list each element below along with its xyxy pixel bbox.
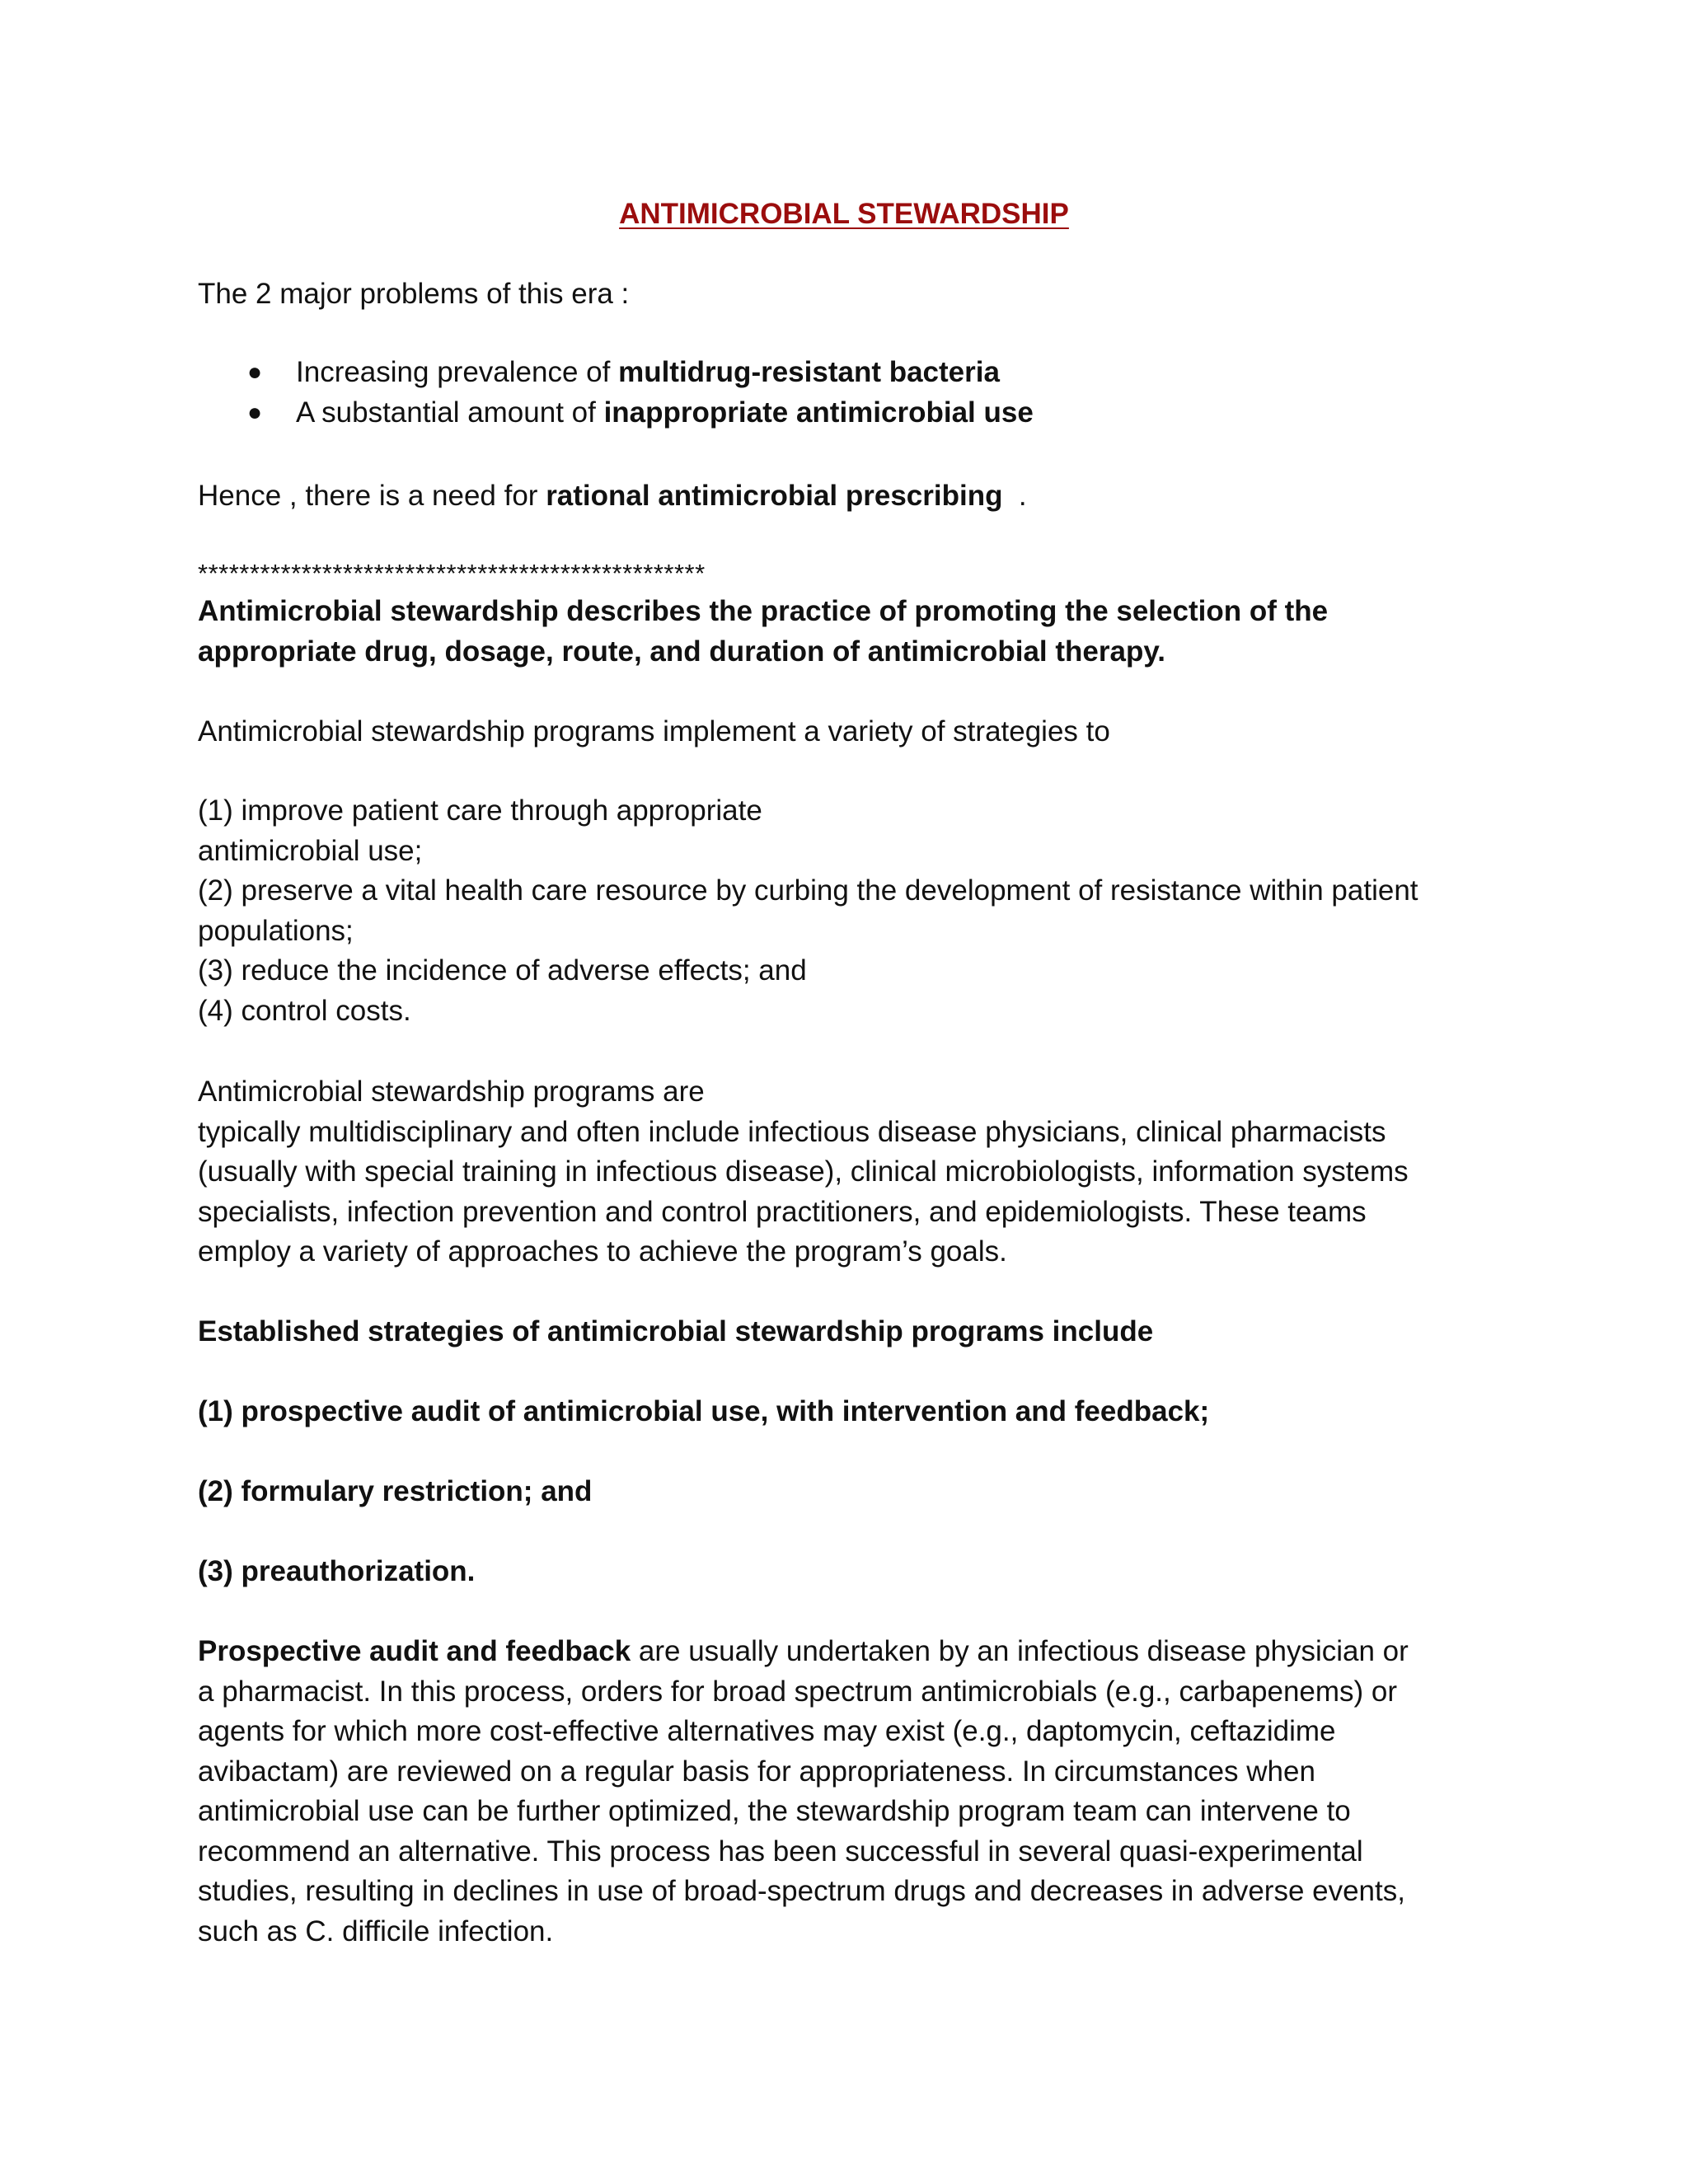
list-item	[198, 393, 1500, 434]
strategies-heading: Established strategies of antimicrobial stewardship programs include	[198, 1315, 1154, 1347]
goal-line: (2) preserve a vital health care resource by curbing the development of resistance within patient	[198, 874, 1418, 907]
audit-line: antimicrobial use can be further optimized, the stewardship program team can intervene to	[198, 1795, 1351, 1827]
goals-paragraph	[198, 791, 1500, 1031]
audit-emphasis: Prospective audit and feedback	[198, 1635, 631, 1667]
problem-emphasis: inappropriate antimicrobial use	[603, 396, 1034, 429]
bullet-icon: ●	[247, 359, 263, 386]
list-item	[198, 353, 1500, 393]
team-line: typically multidisciplinary and often include infectious disease physicians, clinical pharmacists	[198, 1115, 1386, 1148]
problem-text: Increasing prevalence of	[296, 356, 619, 388]
problems-list	[198, 353, 1500, 433]
separator-line: *************************************************	[198, 559, 706, 588]
problem-text: A substantial amount of	[296, 396, 604, 429]
team-paragraph	[198, 1072, 1500, 1272]
team-line: (usually with special training in infectious disease), clinical microbiologists, information systems	[198, 1155, 1409, 1188]
audit-line: recommend an alternative. This process has been successful in several quasi-experimental	[198, 1835, 1363, 1868]
goal-line: (4) control costs.	[198, 994, 411, 1027]
team-line: employ a variety of approaches to achieve the program’s goals.	[198, 1235, 1007, 1268]
audit-line: a pharmacist. In this process, orders for broad spectrum antimicrobials (e.g., carbapenems) or	[198, 1675, 1398, 1708]
goal-line: antimicrobial use;	[198, 834, 423, 867]
need-emphasis: rational antimicrobial prescribing	[546, 480, 1003, 512]
audit-line: studies, resulting in declines in use of broad-spectrum drugs and decreases in adverse events,	[198, 1875, 1405, 1907]
document-title: ANTIMICROBIAL STEWARDSHIP	[619, 198, 1069, 230]
strategy-item: (2) formulary restriction; and	[198, 1475, 593, 1507]
definition-line: appropriate drug, dosage, route, and duration of antimicrobial therapy.	[198, 635, 1165, 668]
audit-line: agents for which more cost-effective alternatives may exist (e.g., daptomycin, ceftazidime	[198, 1715, 1336, 1747]
audit-line: such as C. difficile infection.	[198, 1915, 554, 1947]
strategy-item: (1) prospective audit of antimicrobial use, with intervention and feedback;	[198, 1395, 1210, 1427]
goal-line: (1) improve patient care through appropriate	[198, 794, 762, 827]
definition-line: Antimicrobial stewardship describes the practice of promoting the selection of the	[198, 595, 1329, 627]
intro-text: The 2 major problems of this era :	[198, 278, 630, 310]
need-statement	[198, 476, 1500, 517]
goal-line: (3) reduce the incidence of adverse effects; and	[198, 954, 807, 987]
definition-paragraph	[198, 592, 1500, 672]
strategy-item: (3) preauthorization.	[198, 1555, 476, 1587]
goal-line: populations;	[198, 914, 354, 947]
audit-first-line	[198, 1632, 1500, 1672]
bullet-icon: ●	[247, 398, 263, 426]
audit-text: are usually undertaken by an infectious disease physician or	[631, 1635, 1409, 1667]
team-line: specialists, infection prevention and control practitioners, and epidemiologists. These teams	[198, 1195, 1367, 1228]
problem-emphasis: multidrug-resistant bacteria	[618, 356, 1000, 388]
programs-intro: Antimicrobial stewardship programs implement a variety of strategies to	[198, 715, 1110, 748]
team-line: Antimicrobial stewardship programs are	[198, 1076, 705, 1108]
audit-line: avibactam) are reviewed on a regular basis for appropriateness. In circumstances when	[198, 1755, 1315, 1788]
audit-paragraph	[198, 1632, 1500, 1952]
need-text: Hence , there is a need for	[198, 480, 546, 512]
need-suffix: .	[1002, 480, 1027, 512]
